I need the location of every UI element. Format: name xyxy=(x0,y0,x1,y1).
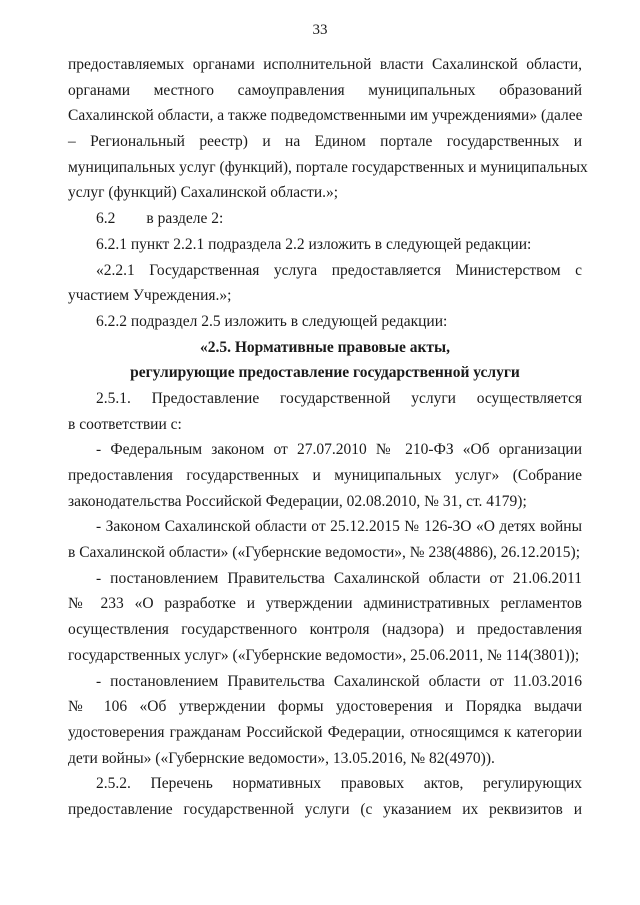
text-line: - Законом Сахалинской области от 25.12.2015 № 126-ЗО «О детях войны xyxy=(96,518,582,536)
text-line: в соответствии с: xyxy=(68,415,182,433)
text-line: предоставление государственной услуги (с указанием их реквизитов и xyxy=(68,800,582,818)
text-line: - постановлением Правительства Сахалинской области от 11.03.2016 xyxy=(96,672,582,690)
text-line: 2.5.1. Предоставление государственной услуги осуществляется xyxy=(96,389,582,407)
text-line: удостоверения гражданам Российской Федерации, относящимся к категории xyxy=(68,723,582,741)
text-line: «2.2.1 Государственная услуга предоставляется Министерством с xyxy=(96,261,582,279)
text-line: № 233 «О разработке и утверждении административных регламентов xyxy=(68,595,582,613)
page-number: 33 xyxy=(312,22,328,38)
text-line: участием Учреждения.»; xyxy=(68,287,232,305)
text-line: Сахалинской области, а также подведомственными им учреждениями» (далее xyxy=(68,107,583,125)
text-line: - постановлением Правительства Сахалинской области от 21.06.2011 xyxy=(96,569,582,587)
section-heading: регулирующие предоставление государственной услуги xyxy=(130,364,520,382)
text-line: предоставляемых органами исполнительной власти Сахалинской области, xyxy=(68,56,582,73)
document-body xyxy=(68,52,588,823)
text-line: 6.2.2 подраздел 2.5 изложить в следующей редакции: xyxy=(96,312,448,330)
text-line: 6.2 в разделе 2: xyxy=(96,210,224,228)
text-line: предоставления государственных и муниципальных услуг» (Собрание xyxy=(68,467,582,484)
text-line: в Сахалинской области» («Губернские ведомости», № 238(4886), 26.12.2015); xyxy=(68,544,581,562)
text-line: - Федеральным законом от 27.07.2010 № 210-ФЗ «Об организации xyxy=(96,441,582,459)
text-line: муниципальных услуг (функций), портале государственных и муниципальных xyxy=(68,158,588,176)
text-line: 2.5.2. Перечень нормативных правовых актов, регулирующих xyxy=(96,775,582,793)
text-line: осуществления государственного контроля (надзора) и предоставления xyxy=(68,621,582,639)
text-line: законодательства Российской Федерации, 02.08.2010, № 31, ст. 4179); xyxy=(68,492,527,510)
text-line: 6.2.1 пункт 2.2.1 подраздела 2.2 изложить в следующей редакции: xyxy=(96,235,532,253)
text-line: услуг (функций) Сахалинской области.»; xyxy=(68,184,339,202)
section-heading: «2.5. Нормативные правовые акты, xyxy=(200,338,450,356)
text-line: № 106 «Об утверждении формы удостоверения и Порядка выдачи xyxy=(68,698,582,716)
text-line: – Региональный реестр) и на Едином портале государственных и xyxy=(68,133,582,151)
text-line: государственных услуг» («Губернские ведомости», 25.06.2011, № 114(3801)); xyxy=(68,646,580,664)
text-line: дети войны» («Губернские ведомости», 13.05.2016, № 82(4970)). xyxy=(68,749,495,767)
text-line: органами местного самоуправления муниципальных образований xyxy=(68,81,582,99)
